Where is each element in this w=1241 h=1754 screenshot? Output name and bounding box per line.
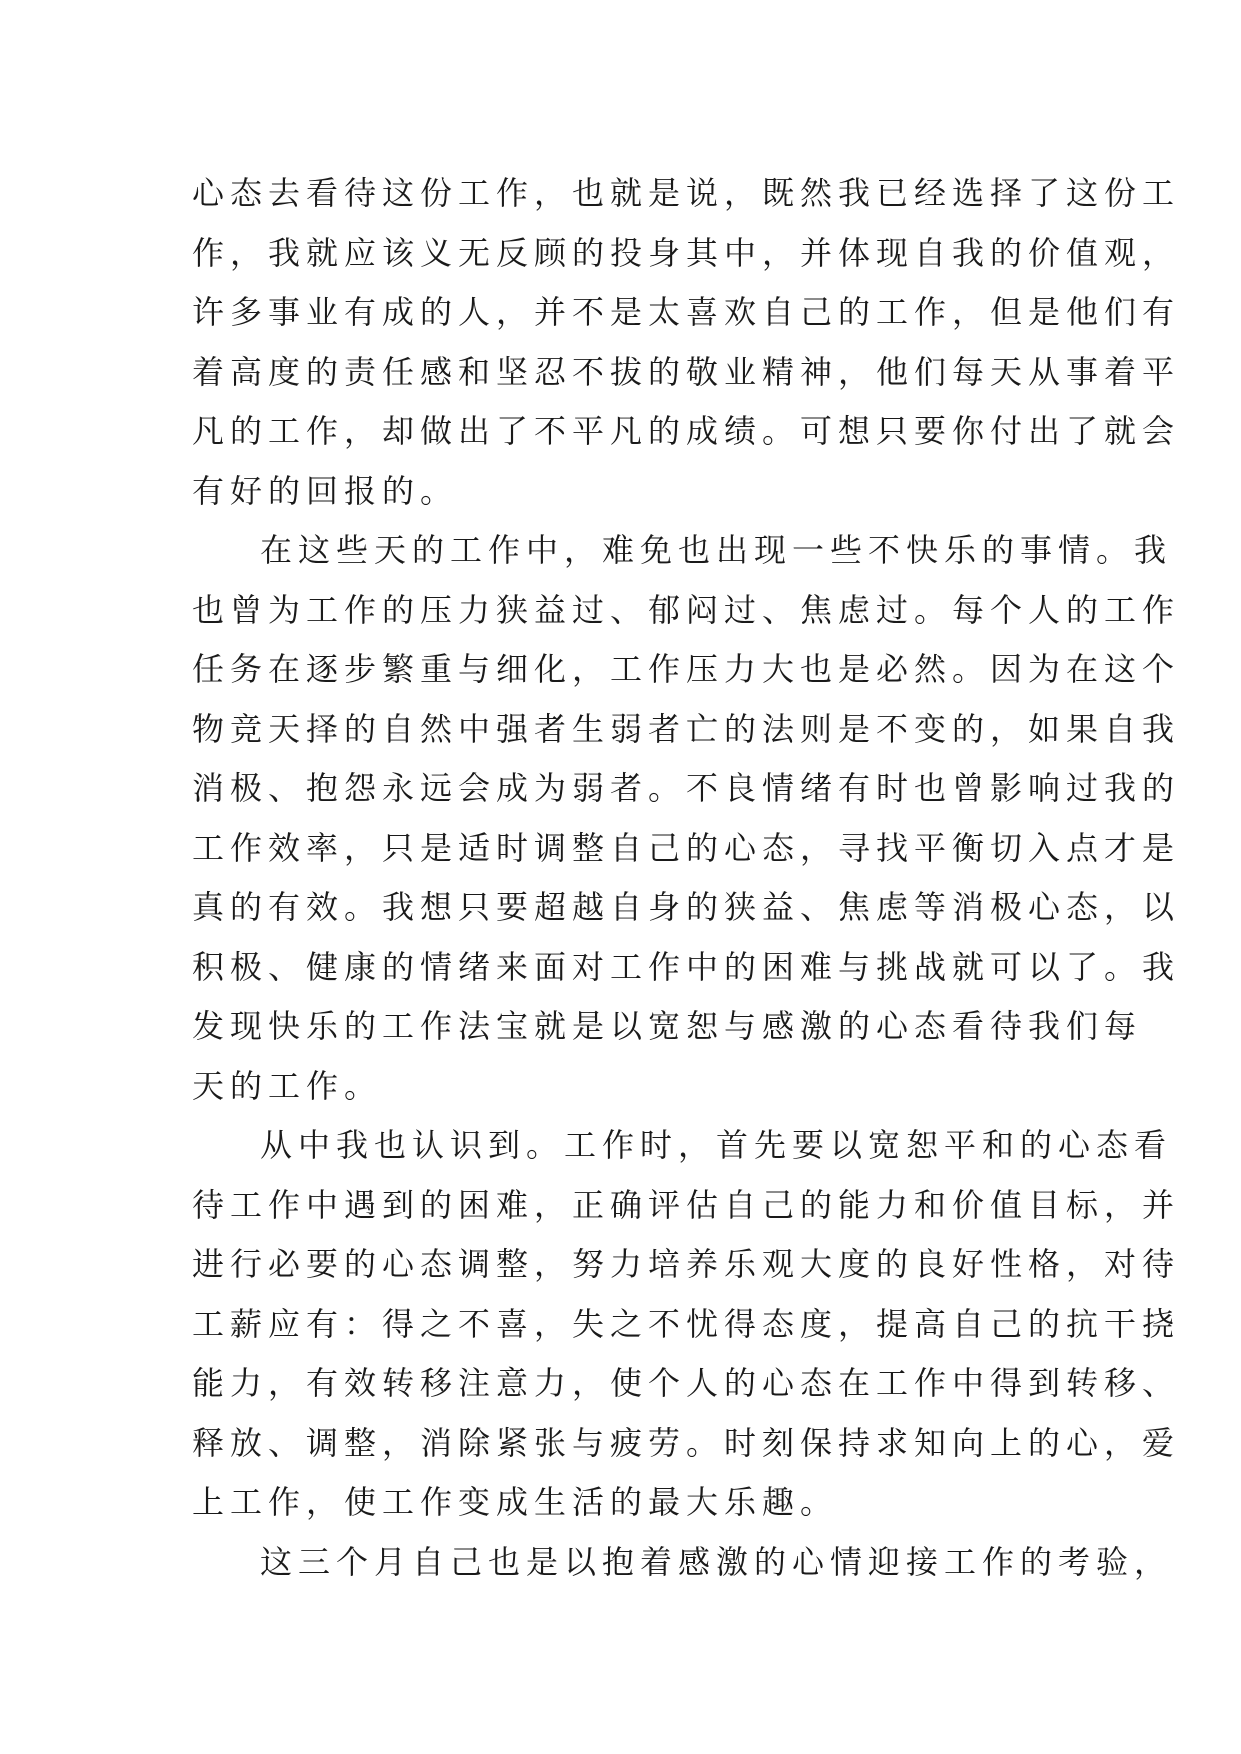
body-text bbox=[192, 164, 1181, 1592]
paragraph-first-line: 从中我也认识到。工作时，首先要以宽恕平和的心态看 bbox=[260, 1126, 1173, 1164]
text-line: 发现快乐的工作法宝就是以宽恕与感激的心态看待我们每 bbox=[192, 1007, 1143, 1045]
text-line: 待工作中遇到的困难，正确评估自己的能力和价值目标，并 bbox=[192, 1185, 1181, 1224]
text-line: 上工作，使工作变成生活的最大乐趣。 bbox=[192, 1483, 839, 1521]
text-line: 有好的回报的。 bbox=[192, 471, 459, 510]
text-line: 作，我就应该义无反顾的投身其中，并体现自我的价值观， bbox=[192, 233, 1181, 272]
text-line: 工薪应有：得之不喜，失之不忧得态度，提高自己的抗干挠 bbox=[192, 1304, 1181, 1343]
text-line: 许多事业有成的人，并不是太喜欢自己的工作，但是他们有 bbox=[192, 293, 1181, 331]
paragraph-first-line: 这三个月自己也是以抱着感激的心情迎接工作的考验， bbox=[260, 1542, 1173, 1581]
text-line: 天的工作。 bbox=[192, 1066, 383, 1105]
text-line: 工作效率，只是适时调整自己的心态，寻找平衡切入点才是 bbox=[192, 828, 1181, 867]
text-line: 消极、抱怨永远会成为弱者。不良情绪有时也曾影响过我的 bbox=[192, 769, 1181, 807]
text-line: 积极、健康的情绪来面对工作中的困难与挑战就可以了。我 bbox=[192, 947, 1181, 986]
text-line: 物竞天择的自然中强者生弱者亡的法则是不变的，如果自我 bbox=[192, 709, 1181, 748]
text-line: 进行必要的心态调整，努力培养乐观大度的良好性格，对待 bbox=[192, 1245, 1181, 1283]
text-line: 心态去看待这份工作，也就是说，既然我已经选择了这份工 bbox=[192, 174, 1181, 212]
text-line: 释放、调整，消除紧张与疲劳。时刻保持求知向上的心，爱 bbox=[192, 1423, 1181, 1462]
text-line: 也曾为工作的压力狭益过、郁闷过、焦虑过。每个人的工作 bbox=[192, 590, 1181, 629]
text-line: 任务在逐步繁重与细化，工作压力大也是必然。因为在这个 bbox=[192, 650, 1181, 688]
text-line: 真的有效。我想只要超越自身的狭益、焦虑等消极心态，以 bbox=[192, 888, 1181, 926]
text-line: 着高度的责任感和坚忍不拔的敬业精神，他们每天从事着平 bbox=[192, 352, 1181, 391]
text-line: 能力，有效转移注意力，使个人的心态在工作中得到转移、 bbox=[192, 1364, 1181, 1402]
text-line: 凡的工作，却做出了不平凡的成绩。可想只要你付出了就会 bbox=[192, 412, 1181, 450]
paragraph-first-line: 在这些天的工作中，难免也出现一些不快乐的事情。我 bbox=[260, 531, 1173, 569]
